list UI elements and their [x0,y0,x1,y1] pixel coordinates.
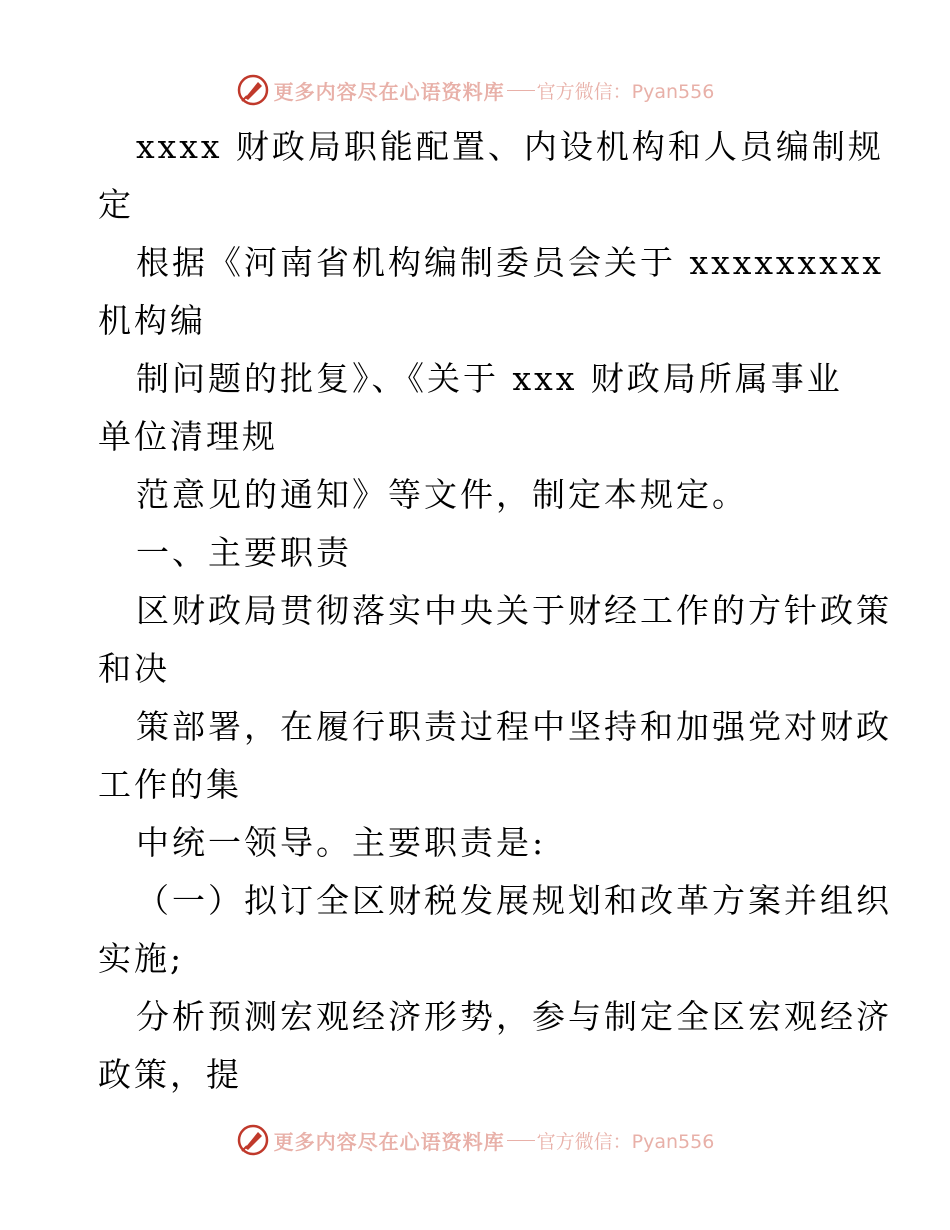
quill-pen-circle-icon [236,73,270,107]
header-banner [0,70,950,110]
paragraph-line: 单位清理规 [98,417,278,456]
title-line-1: xxxx 财政局职能配置、内设机构和人员编制规 [136,127,884,166]
paragraph-line: 工作的集 [98,765,242,804]
banner-divider [507,1140,535,1141]
paragraph-line: 和决 [98,649,170,688]
quill-pen-circle-icon [236,1123,270,1157]
paragraph-line: 根据《河南省机构编制委员会关于 xxxxxxxxx [136,243,884,282]
banner-contact-text: 官方微信：Pyan556 [536,1130,715,1153]
banner-contact-text: 官方微信：Pyan556 [536,80,715,103]
footer-banner [0,1120,950,1160]
section-heading: 一、主要职责 [136,533,352,572]
banner-site-text: 更多内容尽在心语资料库 [273,79,505,104]
paragraph-line: 分析预测宏观经济形势，参与制定全区宏观经济 [136,997,892,1036]
paragraph-line: 政策，提 [98,1055,242,1094]
title-line-2: 定 [98,185,134,224]
paragraph-line: 实施; [98,939,185,978]
paragraph-line: 制问题的批复》、《关于 xxx 财政局所属事业 [136,359,843,398]
list-item-line: （一）拟订全区财税发展规划和改革方案并组织 [136,881,892,920]
paragraph-line: 区财政局贯彻落实中央关于财经工作的方针政策 [136,591,892,630]
document-body [98,118,892,1104]
banner-site-text: 更多内容尽在心语资料库 [273,1129,505,1154]
paragraph-line: 中统一领导。主要职责是: [136,823,547,862]
paragraph-line: 策部署，在履行职责过程中坚持和加强党对财政 [136,707,892,746]
paragraph-line: 机构编 [98,301,206,340]
paragraph-line: 范意见的通知》等文件，制定本规定。 [136,475,748,514]
banner-divider [507,90,535,91]
